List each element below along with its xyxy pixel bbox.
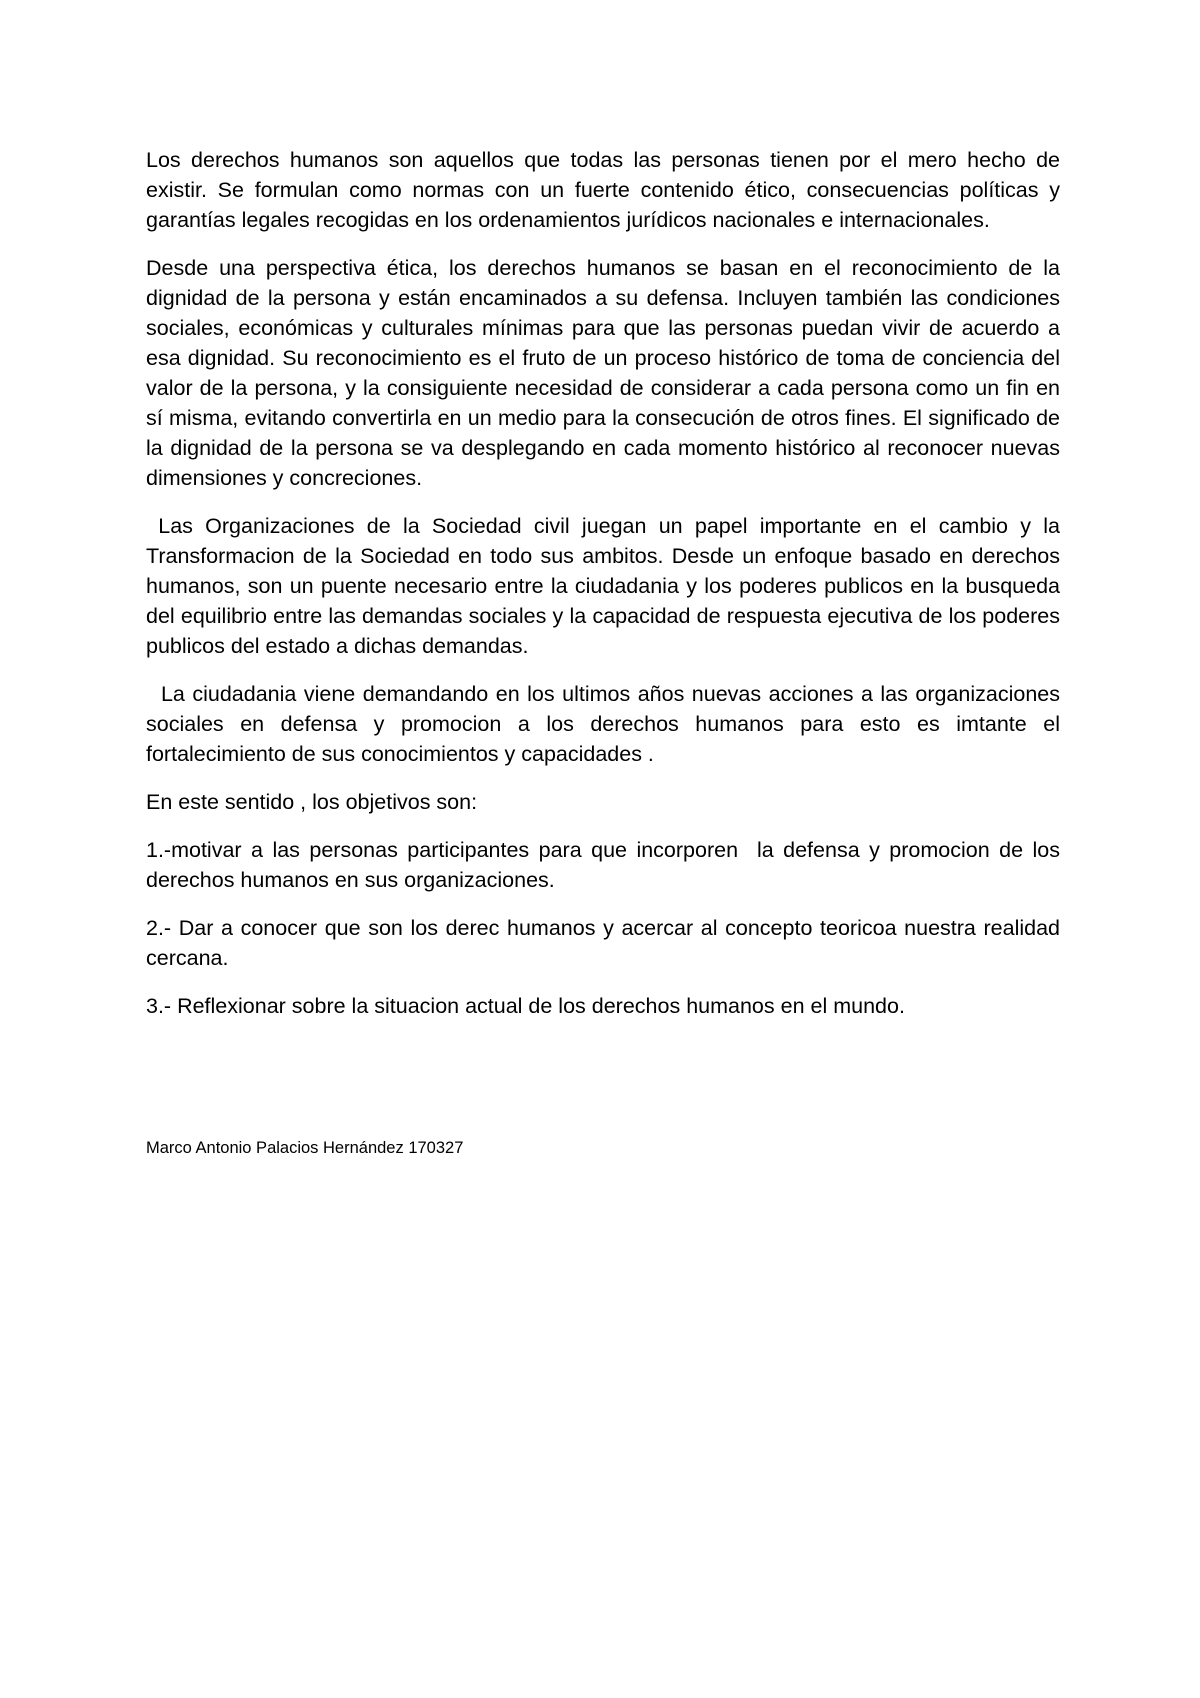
paragraph-human-rights-definition: Los derechos humanos son aquellos que todas las personas tienen por el mero hecho de existir. Se formulan como normas con un fuerte contenido ético, consecuencias políticas y garantías legales recogidas en los ordenamientos jurídicos nacionales e internacionales.	[146, 148, 1060, 232]
document-body	[146, 145, 1066, 1039]
objectives-intro: En este sentido , los objetivos son:	[146, 790, 478, 814]
paragraph-civil-society: Las Organizaciones de la Sociedad civil juegan un papel importante en el cambio y la Transformacion de la Sociedad en todo sus ambitos. Desde un enfoque basado en derechos humanos, son un puente necesario entre la ciudadania y los poderes publicos en la busqueda del equilibrio entre las demandas sociales y la capacidad de respuesta ejecutiva de los poderes publicos del estado a dichas demandas.	[146, 514, 1066, 658]
paragraph-citizen-demand: La ciudadania viene demandando en los ultimos años nuevas acciones a las organizaciones sociales en defensa y promocion a los derechos humanos para esto es imtante el fortalecimiento de sus conocimientos y capacidades .	[146, 682, 1066, 766]
objective-item-2: 2.- Dar a conocer que son los derec humanos y acercar al concepto teoricoa nuestra realidad cercana.	[146, 916, 1060, 970]
objective-item-1: 1.-motivar a las personas participantes para que incorporen la defensa y promocion de los derechos humanos en sus organizaciones.	[146, 838, 1066, 892]
paragraph-ethical-perspective: Desde una perspectiva ética, los derechos humanos se basan en el reconocimiento de la dignidad de la persona y están encaminados a su defensa. Incluyen también las condiciones sociales, económicas y culturales mínimas para que las personas puedan vivir de acuerdo a esa dignidad. Su reconocimiento es el fruto de un proceso histórico de toma de conciencia del valor de la persona, y la consiguiente necesidad de considerar a cada persona como un fin en sí misma, evitando convertirla en un medio para la consecución de otros fines. El significado de la dignidad de la persona se va desplegando en cada momento histórico al reconocer nuevas dimensiones y concreciones.	[146, 256, 1060, 490]
author-signature: Marco Antonio Palacios Hernández 170327	[146, 1139, 464, 1157]
objective-item-3: 3.- Reflexionar sobre la situacion actual de los derechos humanos en el mundo.	[146, 994, 905, 1018]
